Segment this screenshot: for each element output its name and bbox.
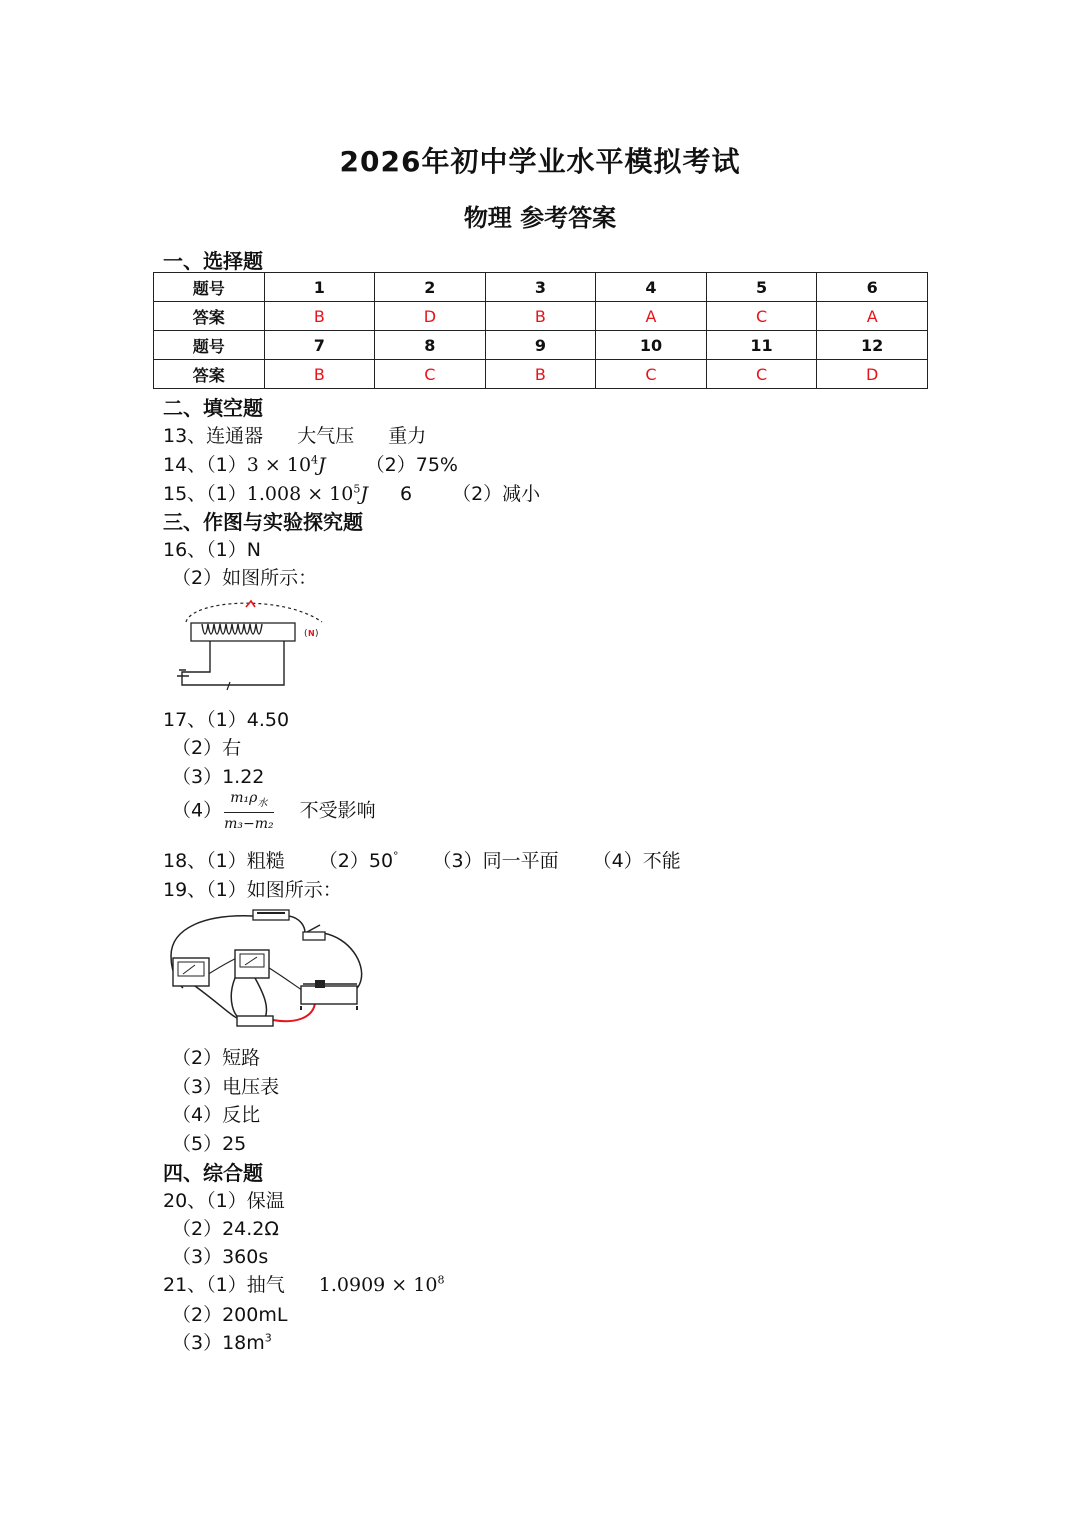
answer-18	[163, 846, 681, 873]
question-number: 2	[375, 273, 486, 302]
answer-21-1	[163, 1270, 444, 1297]
math-expression	[319, 1274, 445, 1296]
table-row	[154, 302, 928, 331]
numerator-text: m₁ρ	[230, 790, 258, 806]
paren-close: )	[315, 629, 319, 639]
rheostat-icon	[301, 986, 357, 1004]
switch-icon	[303, 932, 325, 940]
answer-19-1: 19、（1）如图所示：	[163, 879, 342, 901]
question-number: 6	[817, 273, 928, 302]
field-arrow-icon	[246, 601, 255, 607]
math-exponent: 8	[437, 1273, 445, 1287]
answer-20-1: 20、（1）保温	[163, 1190, 285, 1212]
section-heading-comprehensive: 四、综合题	[163, 1161, 263, 1185]
section-heading-fill: 二、填空题	[163, 396, 263, 420]
answer-text: （2）减小	[452, 483, 541, 505]
row-label: 答案	[154, 360, 265, 389]
answer-text: 6	[399, 483, 413, 505]
answer-text: （3）同一平面	[432, 850, 559, 872]
answer-21-3	[172, 1328, 272, 1355]
answer-17-4	[172, 790, 376, 832]
math-exponent: 4	[311, 453, 319, 467]
table-row	[154, 273, 928, 302]
answer-cell: D	[375, 302, 486, 331]
answer-text: （4）	[172, 799, 223, 822]
wire	[255, 978, 267, 1018]
switch-lever	[307, 925, 320, 932]
resistor-icon	[237, 1016, 273, 1026]
math-unit: J	[318, 454, 326, 476]
answer-16-2: （2）如图所示：	[172, 567, 318, 589]
row-label: 题号	[154, 331, 265, 360]
answer-cell: D	[817, 360, 928, 389]
answer-17-2: （2）右	[172, 737, 242, 759]
answer-text: 14、（1）	[163, 454, 247, 476]
answer-15	[163, 479, 540, 506]
question-number: 9	[485, 331, 596, 360]
table-row	[154, 331, 928, 360]
section-heading-choice: 一、选择题	[163, 249, 263, 273]
answer-17-3: （3）1.22	[172, 766, 265, 788]
answer-19-4: （4）反比	[172, 1104, 261, 1126]
answer-20-2: （2）24.2Ω	[172, 1218, 279, 1240]
circuit-wire	[182, 641, 284, 685]
answer-19-3: （3）电压表	[172, 1076, 280, 1098]
answer-19-5: （5）25	[172, 1133, 247, 1155]
math-unit: J	[360, 483, 368, 505]
math-expression	[247, 483, 368, 505]
exponent: 3	[264, 1331, 272, 1345]
math-expression	[247, 454, 326, 476]
wire	[289, 916, 305, 933]
question-number: 10	[596, 331, 707, 360]
rheostat-slider	[315, 980, 325, 988]
section-heading-experiment: 三、作图与实验探究题	[163, 510, 363, 534]
table-row	[154, 360, 928, 389]
answer-cell: C	[596, 360, 707, 389]
current-arrow-icon	[227, 682, 230, 690]
paren-open: (	[304, 629, 308, 639]
battery-icon	[253, 910, 289, 920]
question-number: 8	[375, 331, 486, 360]
answer-text: （3）18m	[172, 1332, 265, 1354]
answer-text: （2）75%	[365, 454, 458, 476]
answer-text: 21、（1）抽气	[163, 1274, 285, 1296]
answer-table	[153, 272, 928, 389]
question-number: 11	[706, 331, 817, 360]
row-label: 题号	[154, 273, 265, 302]
answer-19-2: （2）短路	[172, 1047, 261, 1069]
answer-text: 不受影响	[299, 799, 376, 822]
answer-17-1: 17、（1）4.50	[163, 709, 290, 731]
question-number: 7	[264, 331, 375, 360]
answer-cell: B	[264, 302, 375, 331]
row-label: 答案	[154, 302, 265, 331]
answer-text: 13、连通器	[163, 425, 264, 447]
question-number: 1	[264, 273, 375, 302]
red-wire	[273, 1003, 315, 1021]
answer-text: 重力	[388, 425, 427, 447]
answer-cell: C	[706, 360, 817, 389]
question-number: 4	[596, 273, 707, 302]
math-coef: 1.0909 × 10	[318, 1274, 438, 1296]
fraction-numerator	[224, 790, 274, 813]
numerator-subscript: 水	[257, 797, 268, 809]
question-number: 3	[485, 273, 596, 302]
circuit-diagram	[165, 908, 370, 1033]
answer-21-2: （2）200mL	[172, 1304, 288, 1326]
math-exponent: 5	[353, 482, 361, 496]
question-number: 5	[706, 273, 817, 302]
math-coef: 3 × 10	[246, 454, 312, 476]
answer-cell: B	[485, 360, 596, 389]
page-title: 2026年初中学业水平模拟考试	[339, 145, 741, 178]
answer-cell: C	[706, 302, 817, 331]
fraction-denominator: m₃−m₂	[224, 815, 274, 832]
pole-label-n: N	[308, 629, 315, 638]
fraction	[224, 790, 274, 832]
answer-20-3: （3）360s	[172, 1246, 269, 1268]
wire	[231, 978, 243, 1020]
electromagnet-diagram	[172, 592, 332, 694]
answer-text: 大气压	[297, 425, 355, 447]
coil	[202, 624, 262, 634]
answer-16-1: 16、（1）N	[163, 539, 261, 561]
question-number: 12	[817, 331, 928, 360]
wire	[323, 933, 362, 991]
degree-symbol: °	[393, 849, 399, 863]
answer-cell: A	[817, 302, 928, 331]
answer-cell: B	[264, 360, 375, 389]
answer-cell: B	[485, 302, 596, 331]
answer-text: 18、（1）粗糙	[163, 850, 285, 872]
answer-cell: A	[596, 302, 707, 331]
answer-14	[163, 450, 458, 477]
answer-13	[163, 421, 426, 448]
answer-text: （2）50	[318, 850, 394, 872]
answer-text: （4）不能	[592, 850, 681, 872]
math-coef: 1.008 × 10	[246, 483, 354, 505]
answer-cell: C	[375, 360, 486, 389]
page-subtitle: 物理 参考答案	[463, 204, 617, 232]
answer-text: 15、（1）	[163, 483, 247, 505]
